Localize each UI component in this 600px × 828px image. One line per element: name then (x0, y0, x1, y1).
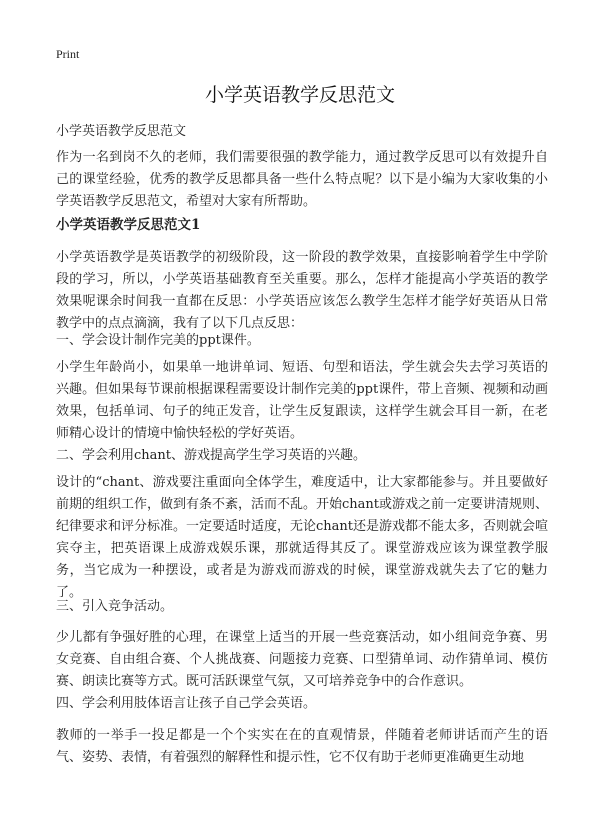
point-4-heading: 四、学会利用肢体语言让孩子自己学会英语。 (56, 696, 317, 711)
paragraph-4: 少儿都有争强好胜的心理，在课堂上适当的开展一些竞赛活动，如小组间竞争赛、男女竞赛、自由组合赛、个人挑战赛、问题接力竞赛、口型猜单词、动作猜单词、模仿赛、朗读比赛等方式。既可活跃课堂气氛，又可培养竞争中的合作意识。 (56, 630, 548, 689)
para4-block (56, 627, 548, 693)
point-1-heading: 一、学会设计制作完美的ppt课件。 (56, 333, 260, 348)
point1-block (56, 330, 548, 352)
subtitle: 小学英语教学反思范文 (56, 124, 187, 139)
section-heading-block (56, 214, 548, 236)
para5-block (56, 725, 548, 769)
paragraph-2: 小学生年龄尚小，如果单一地讲单词、短语、句型和语法，学生就会失去学习英语的兴趣。但如果每节课前根据课程需要设计制作完美的ppt课件，带上音频、视频和动画效果，包括单词、句子的纯正发音，让学生反复跟读，这样学生就会耳目一新，在老师精心设计的情境中愉快轻松的学好英语。 (56, 360, 548, 441)
paragraph-3: 设计的“chant、游戏要注重面向全体学生，难度适中，让大家都能参与。并且要做好前期的组织工作，做到有条不紊，活而不乱。开始chant或游戏之前一定要讲清规则、纪律要求和评分标准。一定要适时适度，无论chant还是游戏都不能太多，否则就会喧宾夺主，把英语课上成游戏娱乐课，那就适得其反了。课堂游戏应该为课堂教学服务，当它成为一种摆设，或者是为游戏而游戏的时候，课堂游戏就失去了它的魅力了。 (56, 475, 549, 600)
paragraph-1: 小学英语教学是英语教学的初级阶段，这一阶段的教学效果，直接影响着学生中学阶段的学习，所以，小学英语基础教育至关重要。那么，怎样才能提高小学英语的教学效果呢课余时间我一直都在反思：小学英语应该怎么教学生怎样才能学好英语从日常教学中的点点滴滴，我有了以下几点反思： (56, 250, 548, 331)
para2-block (56, 357, 548, 445)
intro-block (56, 147, 548, 213)
intro-paragraph: 作为一名到岗不久的老师，我们需要很强的教学能力，通过教学反思可以有效提升自己的课堂经验，优秀的教学反思都具备一些什么特点呢？以下是小编为大家收集的小学英语教学反思范文，希望对大家有所帮助。 (56, 150, 548, 209)
point-2-heading: 二、学会利用chant、游戏提高学生学习英语的兴趣。 (56, 448, 367, 463)
para3-block (56, 472, 548, 604)
point3-block (56, 596, 548, 618)
point2-block (56, 445, 548, 467)
page-title: 小学英语教学反思范文 (204, 84, 395, 106)
point-3-heading: 三、引入竞争活动。 (56, 599, 174, 614)
paragraph-5: 教师的一举手一投足都是一个个实实在在的直观情景，伴随着老师讲话而产生的语气、姿势、表情，有着强烈的解释性和提示性，它不仅有助于老师更准确更生动地 (56, 728, 548, 765)
point4-block (56, 693, 548, 715)
print-link[interactable]: Print (56, 47, 80, 61)
para1-block (56, 247, 548, 335)
section-heading: 小学英语教学反思范文1 (56, 217, 201, 233)
subtitle-block (56, 121, 548, 143)
